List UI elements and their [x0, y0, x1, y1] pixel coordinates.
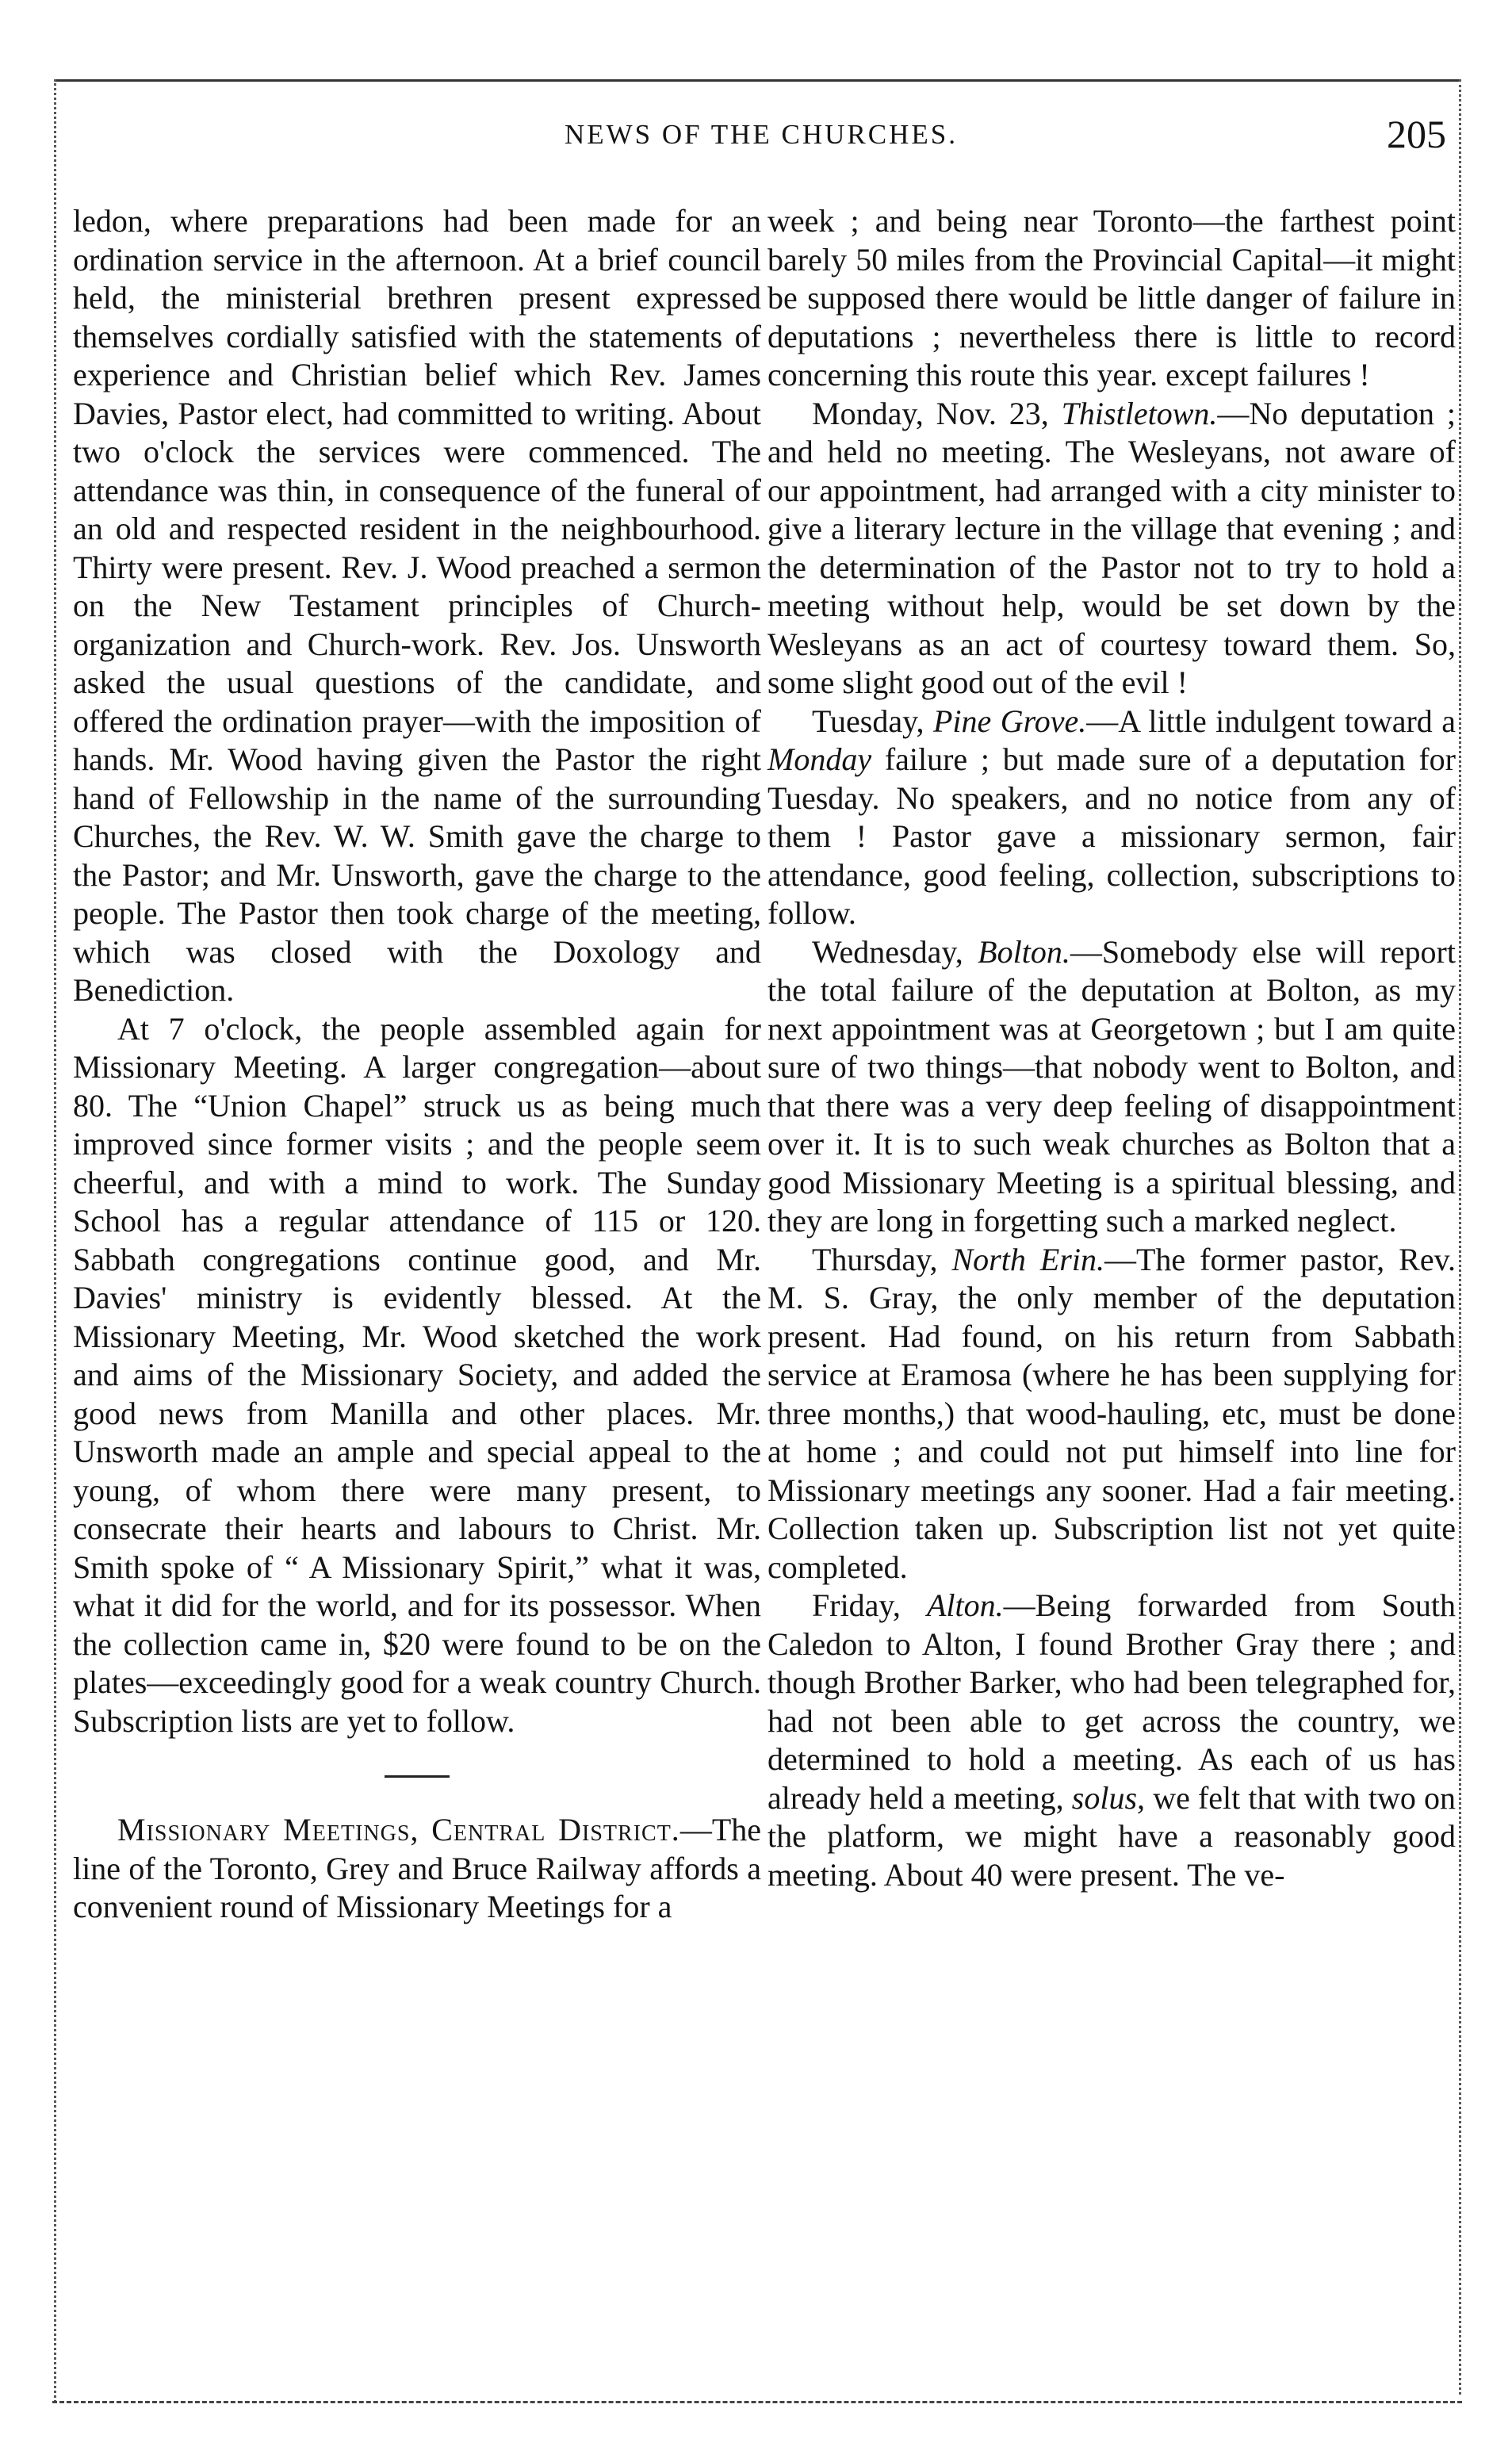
page-number: 205 [1387, 112, 1446, 156]
page-header [71, 112, 1451, 157]
entry-friday-date: Friday, [812, 1587, 901, 1623]
left-paragraph-evening-meeting: At 7 o'clock, the people assembled again for Missionary Meeting. A larger congregation—about 80. The “Union Chapel” struck us as being much improved since former visits ; and the people seem cheerful, and with a mind to work. The Sunday School has a regular attendance of 115 or 120. Sabbath congregations continue good, and Mr. Davies' ministry is evidently blessed. At the Missionary Meeting, Mr. Wood sketched the work and aims of the Missionary Society, and added the good news from Manilla and other places. Mr. Unsworth made an ample and special appeal to the young, of whom there were many present, to consecrate their hearts and labours to Christ. Mr. Smith spoke of “ A Missionary Spirit,” what it was, what it did for the world, and for its possessor. When the collection came in, $20 were found to be on the plates—exceedingly good for a weak country Church. Subscription lists are yet to follow. [73, 1010, 761, 1739]
entry-monday-place: Thistletown. [1061, 395, 1218, 431]
entry-thursday-place: North Erin. [951, 1241, 1104, 1277]
left-paragraph-missionary-meetings [73, 1811, 761, 1927]
entry-friday-text-a: —Being forwarded from South Caledon to Alton, I found Brother Gray there ; and though Brother Barker, who had been telegraphed for, had not been able to get across the country, we determined to hold a meeting. As each of us has already held a meeting, [767, 1587, 1456, 1816]
entry-thursday-date: Thursday, [812, 1241, 938, 1277]
frame-top-rule [54, 79, 1461, 82]
entry-wednesday-place: Bolton. [978, 933, 1070, 970]
entry-tuesday-text-a: —A little indulgent toward a [1086, 703, 1456, 739]
entry-friday-emphasis: solus, [1071, 1779, 1146, 1816]
running-title: NEWS OF THE CHURCHES. [564, 119, 958, 150]
entry-wednesday-text: —Somebody else will report the total failure of the deputation at Bolton, as my next appointment was at Georgetown ; but I am quite sure of two things—that nobody went to Bolton, and that there was a very deep feeling of disappointment over it. It is to such weak churches as Bolton that a good Missionary Meeting is a spiritual blessing, and they are long in forgetting such a marked neglect. [767, 933, 1456, 1239]
frame-bottom-border [52, 2401, 1462, 2403]
entry-monday-text: —No deputation ; and held no meeting. The Wesleyans, not aware of our appointment, had arranged with a city minister to give a literary lecture in the village that evening ; and the determination of the Pastor not to try to hold a meeting without help, would be set down by the Wesleyans as an act of courtesy toward them. So, some slight good out of the evil ! [767, 395, 1456, 700]
left-column [73, 202, 761, 1927]
right-column [767, 202, 1456, 1894]
entry-tuesday-emphasis: Monday [767, 741, 872, 777]
entry-wednesday [767, 933, 1456, 1241]
section-divider [385, 1775, 450, 1778]
entry-friday [767, 1587, 1456, 1894]
frame-left-border [54, 79, 56, 2402]
entry-tuesday-place: Pine Grove. [932, 703, 1087, 739]
entry-tuesday [767, 703, 1456, 933]
entry-friday-place: Alton. [926, 1587, 1004, 1623]
left-paragraph-ordination: ledon, where preparations had been made for an ordination service in the afternoon. At a brief council held, the ministerial brethren present expressed themselves cordially satisfied with the statements of experience and Christian belief which Rev. James Davies, Pastor elect, had committed to writing. About two o'clock the services were commenced. The attendance was thin, in consequence of the funeral of an old and respected resident in the neighbourhood. Thirty were present. Rev. J. Wood preached a sermon on the New Testament principles of Church-organization and Church-work. Rev. Jos. Unsworth asked the usual questions of the candidate, and offered the ordination prayer—with the imposition of hands. Mr. Wood having given the Pastor the right hand of Fellowship in the name of the surrounding Churches, the Rev. W. W. Smith gave the charge to the Pastor; and Mr. Unsworth, gave the charge to the people. The Pastor then took charge of the meeting, which was closed with the Doxology and Benediction. [73, 203, 761, 1008]
section-heading: Missionary Meetings, Central District. [117, 1812, 680, 1847]
entry-thursday [767, 1241, 1456, 1587]
frame-right-border [1459, 79, 1461, 2395]
entry-thursday-text: —The former pastor, Rev. M. S. Gray, the only member of the deputation present. Had found, on his return from Sabbath service at Eramosa (where he has been supplying for three months,) that wood-hauling, etc, must be done at home ; and could not put himself into line for Missionary meetings any sooner. Had a fair meeting. Collection taken up. Subscription list not yet quite completed. [767, 1241, 1456, 1585]
section-heading-text: —The line of the Toronto, Grey and Bruce Railway affords a convenient round of Missionary Meetings for a [73, 1812, 761, 1924]
right-paragraph-intro: week ; and being near Toronto—the farthest point barely 50 miles from the Provincial Capital—it might be supposed there would be little danger of failure in deputations ; nevertheless there is little to record concerning this route this year. except failures ! [767, 203, 1456, 392]
entry-wednesday-date: Wednesday, [812, 933, 963, 970]
entry-tuesday-text-b: failure ; but made sure of a deputation for Tuesday. No speakers, and no notice from any of them ! Pastor gave a missionary sermon, fair attendance, good feeling, collection, subscriptions to follow. [767, 741, 1456, 931]
entry-friday-text-b: we felt that with two on the platform, we might have a reasonably good meeting. About 40 were present. The ve- [767, 1779, 1456, 1893]
entry-tuesday-date: Tuesday, [812, 703, 924, 739]
entry-monday-date: Monday, Nov. 23, [812, 395, 1049, 431]
entry-monday [767, 395, 1456, 703]
